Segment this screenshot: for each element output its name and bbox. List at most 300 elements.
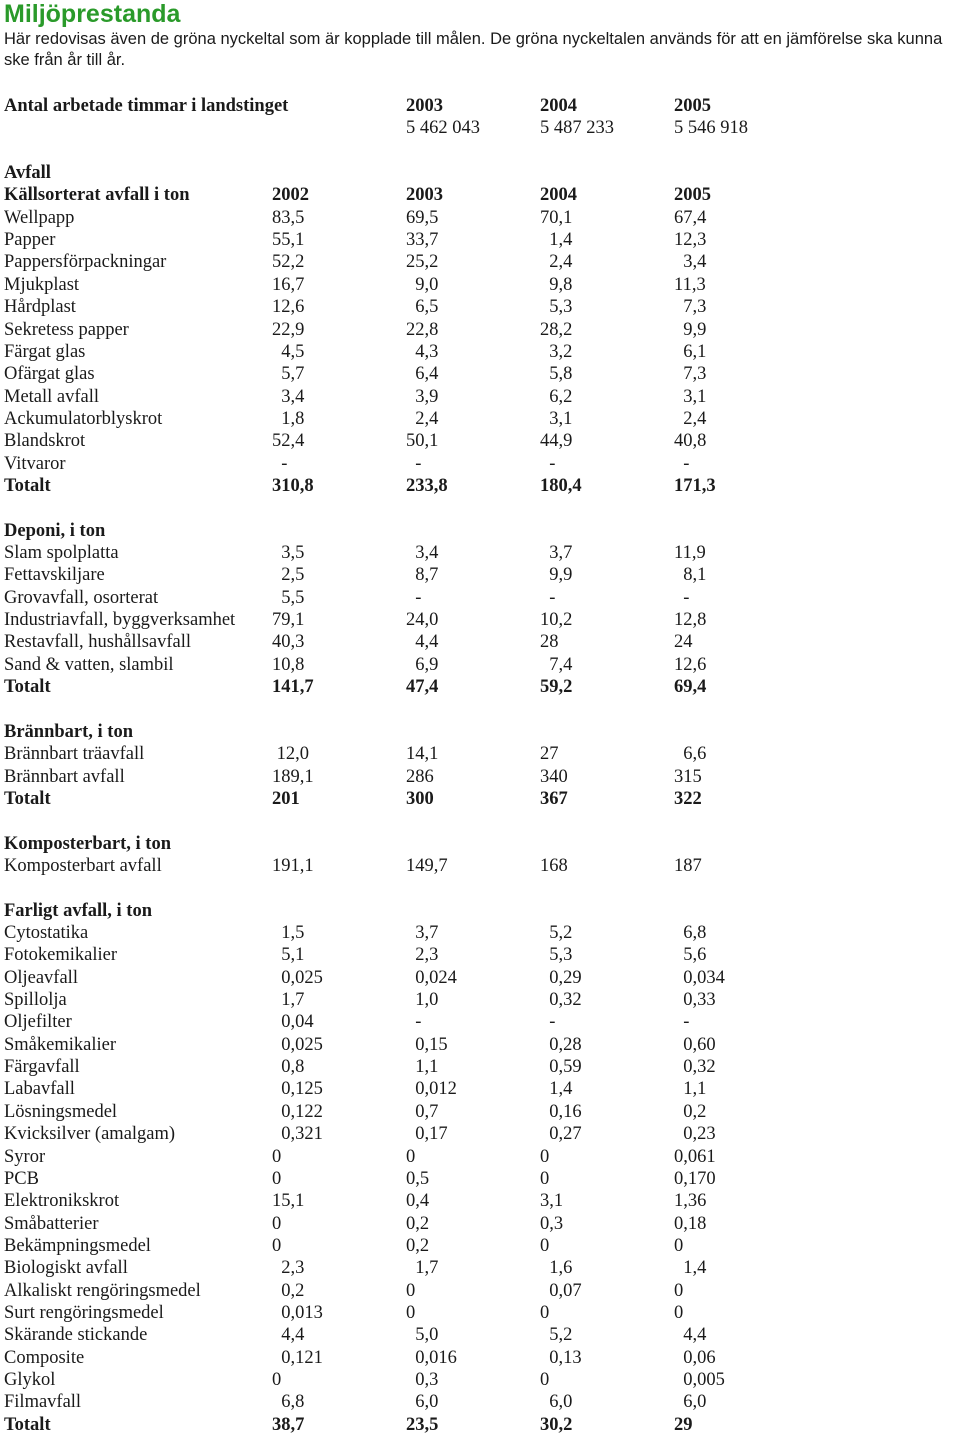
table-row bbox=[0, 631, 960, 653]
cell-value: 2,4 bbox=[406, 408, 439, 429]
cell-value: 27 bbox=[540, 744, 559, 765]
table-row bbox=[0, 1369, 960, 1391]
cell-value: 2003 bbox=[406, 96, 443, 116]
cell-value: 12,8 bbox=[674, 610, 707, 631]
cell-value: 5 546 918 bbox=[674, 118, 748, 139]
cell-value: 0,170 bbox=[674, 1168, 716, 1189]
cell-value: 0,15 bbox=[406, 1034, 448, 1055]
cell-value: 0 bbox=[540, 1146, 550, 1167]
row-label: Alkaliskt rengöringsmedel bbox=[4, 1280, 201, 1301]
row-label: Totalt bbox=[4, 788, 51, 809]
cell-value: 22,8 bbox=[406, 319, 439, 340]
cell-value: 300 bbox=[406, 788, 434, 809]
cell-value: 3,4 bbox=[674, 252, 707, 273]
row-label: Färgavfall bbox=[4, 1057, 80, 1078]
cell-value: 0 bbox=[540, 1168, 550, 1189]
cell-value: 0 bbox=[540, 1369, 550, 1390]
cell-value: 0,012 bbox=[406, 1079, 457, 1100]
row-label: Färgat glas bbox=[4, 341, 86, 362]
table-row bbox=[0, 319, 960, 341]
row-label: Brännbart, i ton bbox=[4, 721, 134, 742]
table-row bbox=[0, 587, 960, 609]
table-row bbox=[0, 1302, 960, 1324]
cell-value: 9,9 bbox=[540, 565, 573, 586]
cell-value: 9,0 bbox=[406, 274, 439, 295]
cell-value: 79,1 bbox=[272, 610, 305, 631]
cell-value: 15,1 bbox=[272, 1191, 305, 1212]
table-row bbox=[0, 408, 960, 430]
cell-value: 55,1 bbox=[272, 230, 305, 251]
row-label: Komposterbart, i ton bbox=[4, 833, 171, 854]
cell-value: 16,7 bbox=[272, 274, 305, 295]
cell-value: 6,0 bbox=[540, 1392, 573, 1413]
cell-value: 6,9 bbox=[406, 654, 439, 675]
cell-value: 5,0 bbox=[406, 1325, 439, 1346]
row-label: Ofärgat glas bbox=[4, 364, 95, 385]
cell-value: 0,07 bbox=[540, 1280, 582, 1301]
cell-value: 5,7 bbox=[272, 364, 305, 385]
cell-value: 0 bbox=[272, 1213, 282, 1234]
cell-value: 0,125 bbox=[272, 1079, 323, 1100]
table-row bbox=[0, 542, 960, 564]
cell-value: 6,8 bbox=[272, 1392, 305, 1413]
total-row bbox=[0, 475, 960, 497]
page-title: Miljöprestanda bbox=[4, 0, 181, 28]
cell-value: 38,7 bbox=[272, 1414, 305, 1435]
row-label: Glykol bbox=[4, 1369, 56, 1390]
table-row bbox=[0, 1324, 960, 1346]
cell-value: 24,0 bbox=[406, 610, 439, 631]
cell-value: 44,9 bbox=[540, 431, 573, 452]
table-row bbox=[0, 1235, 960, 1257]
table-row bbox=[0, 743, 960, 765]
row-label: Hårdplast bbox=[4, 297, 76, 318]
cell-value: 2,3 bbox=[272, 1258, 305, 1279]
cell-value: 0 bbox=[540, 1235, 550, 1256]
cell-value: 322 bbox=[674, 788, 702, 809]
cell-value: 0,27 bbox=[540, 1124, 582, 1145]
row-label: Grovavfall, osorterat bbox=[4, 587, 159, 608]
cell-value: 6,2 bbox=[540, 386, 573, 407]
cell-value: 6,1 bbox=[674, 341, 707, 362]
cell-value: 0,04 bbox=[272, 1012, 314, 1033]
table-row bbox=[0, 430, 960, 452]
cell-value: 310,8 bbox=[272, 476, 314, 496]
cell-value: 0,2 bbox=[272, 1280, 305, 1301]
cell-value: 0,2 bbox=[406, 1235, 430, 1256]
cell-value: 0,025 bbox=[272, 1034, 323, 1055]
row-label: Vitvaror bbox=[4, 453, 66, 474]
cell-value: 0,29 bbox=[540, 967, 582, 988]
cell-value: 22,9 bbox=[272, 319, 305, 340]
cell-value: 2004 bbox=[540, 185, 577, 206]
row-label: Cytostatika bbox=[4, 923, 89, 943]
cell-value: 0,4 bbox=[406, 1191, 430, 1212]
cell-value: 340 bbox=[540, 766, 568, 787]
cell-value: 69,4 bbox=[674, 677, 707, 698]
cell-value: 0,18 bbox=[674, 1213, 707, 1234]
table-row bbox=[0, 1011, 960, 1033]
cell-value: 0,2 bbox=[674, 1101, 707, 1122]
cell-value: 1,6 bbox=[540, 1258, 573, 1279]
table-row bbox=[0, 1257, 960, 1279]
cell-value: 7,4 bbox=[540, 654, 573, 675]
cell-value: 0 bbox=[272, 1369, 282, 1390]
total-row bbox=[0, 676, 960, 698]
cell-value: 8,7 bbox=[406, 565, 439, 586]
section-title bbox=[0, 900, 960, 922]
cell-value: 1,7 bbox=[406, 1258, 439, 1279]
cell-value: 9,8 bbox=[540, 274, 573, 295]
cell-value: - bbox=[540, 1012, 556, 1033]
row-label: Farligt avfall, i ton bbox=[4, 900, 152, 921]
cell-value: 29 bbox=[674, 1414, 693, 1435]
cell-value: 168 bbox=[540, 855, 568, 876]
cell-value: 12,0 bbox=[272, 744, 309, 765]
row-label: Totalt bbox=[4, 476, 51, 496]
table-row bbox=[0, 564, 960, 586]
table-row bbox=[0, 274, 960, 296]
cell-value: 0,005 bbox=[674, 1369, 725, 1390]
cell-value: - bbox=[272, 453, 288, 474]
cell-value: 1,1 bbox=[406, 1057, 439, 1078]
row-label: Ackumulatorblyskrot bbox=[4, 408, 163, 429]
cell-value: 69,5 bbox=[406, 207, 439, 228]
cell-value: 2,3 bbox=[406, 945, 439, 966]
cell-value: 6,5 bbox=[406, 297, 439, 318]
cell-value: 0 bbox=[406, 1302, 416, 1323]
cell-value: 0,5 bbox=[406, 1168, 430, 1189]
cell-value: 0 bbox=[272, 1235, 282, 1256]
section-title bbox=[0, 520, 960, 542]
table-row bbox=[0, 1034, 960, 1056]
cell-value: 1,0 bbox=[406, 990, 439, 1010]
row-label: Deponi, i ton bbox=[4, 520, 106, 541]
cell-value: 180,4 bbox=[540, 476, 582, 496]
table-row bbox=[0, 609, 960, 631]
table-row bbox=[0, 944, 960, 966]
row-label: Pappersförpackningar bbox=[4, 252, 167, 273]
cell-value: 0,122 bbox=[272, 1101, 323, 1122]
cell-value: 367 bbox=[540, 788, 568, 809]
cell-value: 0,121 bbox=[272, 1347, 323, 1368]
cell-value: 52,4 bbox=[272, 431, 305, 452]
row-label: Wellpapp bbox=[4, 207, 75, 228]
table-row bbox=[0, 967, 960, 989]
cell-value: 11,9 bbox=[674, 543, 706, 563]
cell-value: 0,32 bbox=[540, 990, 582, 1010]
cell-value: 1,1 bbox=[674, 1079, 707, 1100]
table-row bbox=[0, 229, 960, 251]
cell-value: 0,061 bbox=[674, 1146, 716, 1167]
cell-value: 171,3 bbox=[674, 476, 716, 496]
cell-value: 12,6 bbox=[272, 297, 305, 318]
cell-value: 0,28 bbox=[540, 1034, 582, 1055]
cell-value: - bbox=[540, 453, 556, 474]
cell-value: 3,2 bbox=[540, 341, 573, 362]
cell-value: 6,8 bbox=[674, 923, 707, 943]
row-label: Fettavskiljare bbox=[4, 565, 105, 586]
table-row bbox=[0, 855, 960, 877]
cell-value: 187 bbox=[674, 855, 702, 876]
row-label: Komposterbart avfall bbox=[4, 855, 162, 876]
cell-value: 6,0 bbox=[674, 1392, 707, 1413]
cell-value: 1,7 bbox=[272, 990, 305, 1010]
table-row bbox=[0, 207, 960, 229]
row-label: PCB bbox=[4, 1168, 39, 1189]
cell-value: 5,1 bbox=[272, 945, 305, 966]
row-label: Brännbart avfall bbox=[4, 766, 125, 787]
row-label: Oljefilter bbox=[4, 1012, 72, 1033]
row-label: Bekämpningsmedel bbox=[4, 1235, 151, 1256]
cell-value: 2005 bbox=[674, 185, 711, 206]
cell-value: 0 bbox=[540, 1302, 550, 1323]
cell-value: 10,8 bbox=[272, 654, 305, 675]
cell-value: 5,2 bbox=[540, 1325, 573, 1346]
row-label: Kvicksilver (amalgam) bbox=[4, 1124, 176, 1145]
row-label: Restavfall, hushållsavfall bbox=[4, 632, 192, 653]
cell-value: 83,5 bbox=[272, 207, 305, 228]
cell-value: 3,9 bbox=[406, 386, 439, 407]
cell-value: 2,4 bbox=[540, 252, 573, 273]
cell-value: 3,1 bbox=[540, 408, 573, 429]
cell-value: 2005 bbox=[674, 96, 711, 116]
cell-value: 0,06 bbox=[674, 1347, 716, 1368]
cell-value: 0,2 bbox=[406, 1213, 430, 1234]
row-label: Avfall bbox=[4, 163, 51, 183]
cell-value: 2004 bbox=[540, 96, 577, 116]
section-title bbox=[0, 162, 960, 184]
cell-value: 6,6 bbox=[674, 744, 707, 765]
row-label: Labavfall bbox=[4, 1079, 75, 1100]
cell-value: 6,4 bbox=[406, 364, 439, 385]
row-label: Biologiskt avfall bbox=[4, 1258, 128, 1279]
table-row bbox=[0, 1123, 960, 1145]
cell-value: 12,3 bbox=[674, 230, 707, 251]
cell-value: 67,4 bbox=[674, 207, 707, 228]
cell-value: 4,4 bbox=[674, 1325, 707, 1346]
table-row bbox=[0, 296, 960, 318]
row-label: Sekretess papper bbox=[4, 319, 129, 340]
row-label: Composite bbox=[4, 1347, 85, 1368]
cell-value: 7,3 bbox=[674, 297, 707, 318]
row-label: Brännbart träavfall bbox=[4, 744, 145, 765]
cell-value: 28,2 bbox=[540, 319, 573, 340]
cell-value: 286 bbox=[406, 766, 434, 787]
row-label: Lösningsmedel bbox=[4, 1101, 118, 1122]
row-label: Antal arbetade timmar i landstinget bbox=[4, 96, 289, 116]
cell-value: - bbox=[406, 1012, 422, 1033]
cell-value: 1,4 bbox=[674, 1258, 707, 1279]
cell-value: 9,9 bbox=[674, 319, 707, 340]
table-row bbox=[0, 1101, 960, 1123]
cell-value: 52,2 bbox=[272, 252, 305, 273]
cell-value: - bbox=[674, 1012, 690, 1033]
table-row bbox=[0, 341, 960, 363]
cell-value: 40,8 bbox=[674, 431, 707, 452]
table-row bbox=[0, 922, 960, 944]
cell-value: 4,4 bbox=[406, 632, 439, 653]
cell-value: 2003 bbox=[406, 185, 443, 206]
row-label: Slam spolplatta bbox=[4, 543, 119, 563]
cell-value: 0 bbox=[674, 1302, 684, 1323]
table-row bbox=[0, 654, 960, 676]
cell-value: 1,5 bbox=[272, 923, 305, 943]
cell-value: 24 bbox=[674, 632, 693, 653]
cell-value: 4,3 bbox=[406, 341, 439, 362]
total-row bbox=[0, 788, 960, 810]
cell-value: 3,1 bbox=[674, 386, 707, 407]
cell-value: 0,17 bbox=[406, 1124, 448, 1145]
cell-value: 7,3 bbox=[674, 364, 707, 385]
cell-value: 0 bbox=[272, 1168, 282, 1189]
cell-value: 0,013 bbox=[272, 1302, 323, 1323]
table-row bbox=[0, 1078, 960, 1100]
cell-value: 4,5 bbox=[272, 341, 305, 362]
table-row bbox=[0, 386, 960, 408]
cell-value: 40,3 bbox=[272, 632, 305, 653]
cell-value: 191,1 bbox=[272, 855, 314, 876]
table-row bbox=[0, 1056, 960, 1078]
cell-value: 5,3 bbox=[540, 297, 573, 318]
cell-value: 0,024 bbox=[406, 967, 457, 988]
cell-value: 0 bbox=[406, 1146, 416, 1167]
cell-value: 28 bbox=[540, 632, 559, 653]
table-row bbox=[0, 766, 960, 788]
cell-value: 3,1 bbox=[540, 1191, 564, 1212]
cell-value: - bbox=[406, 587, 422, 608]
cell-value: 0,33 bbox=[674, 990, 716, 1010]
row-label: Sand & vatten, slambil bbox=[4, 654, 174, 675]
table-row bbox=[0, 1146, 960, 1168]
cell-value: 23,5 bbox=[406, 1414, 439, 1435]
cell-value: - bbox=[406, 453, 422, 474]
row-label: Surt rengöringsmedel bbox=[4, 1302, 164, 1323]
cell-value: 4,4 bbox=[272, 1325, 305, 1346]
table-row bbox=[0, 1213, 960, 1235]
row-label: Syror bbox=[4, 1146, 46, 1167]
cell-value: 3,7 bbox=[406, 923, 439, 943]
intro-text: Här redovisas även de gröna nyckeltal som är kopplade till målen. De gröna nyckeltalen används för att en jämförelse ska kunna ske från år till år. bbox=[4, 30, 943, 69]
cell-value: 0,13 bbox=[540, 1347, 582, 1368]
cell-value: 33,7 bbox=[406, 230, 439, 251]
cell-value: 5,6 bbox=[674, 945, 707, 966]
cell-value: 50,1 bbox=[406, 431, 439, 452]
row-label: Metall avfall bbox=[4, 386, 100, 407]
cell-value: 0,3 bbox=[540, 1213, 564, 1234]
row-label: Totalt bbox=[4, 1414, 51, 1435]
row-label: Elektronikskrot bbox=[4, 1191, 120, 1212]
cell-value: - bbox=[674, 453, 690, 474]
cell-value: 0,23 bbox=[674, 1124, 716, 1145]
cell-value: 315 bbox=[674, 766, 702, 787]
cell-value: 5 462 043 bbox=[406, 118, 480, 139]
cell-value: 25,2 bbox=[406, 252, 439, 273]
row-label: Blandskrot bbox=[4, 431, 86, 452]
row-label: Småbatterier bbox=[4, 1213, 99, 1234]
hours-values-row bbox=[0, 117, 960, 139]
cell-value: 0,16 bbox=[540, 1101, 582, 1122]
row-label: Totalt bbox=[4, 677, 51, 698]
table-row bbox=[0, 453, 960, 475]
cell-value: 0,32 bbox=[674, 1057, 716, 1078]
table-row bbox=[0, 251, 960, 273]
cell-value: 5,2 bbox=[540, 923, 573, 943]
cell-value: 0,016 bbox=[406, 1347, 457, 1368]
row-label: Fotokemikalier bbox=[4, 945, 118, 966]
cell-value: 12,6 bbox=[674, 654, 707, 675]
cell-value: 0,8 bbox=[272, 1057, 305, 1078]
cell-value: 30,2 bbox=[540, 1414, 573, 1435]
table-row bbox=[0, 1190, 960, 1212]
cell-value: 2,5 bbox=[272, 565, 305, 586]
cell-value: 5,8 bbox=[540, 364, 573, 385]
cell-value: 70,1 bbox=[540, 207, 573, 228]
cell-value: 2,4 bbox=[674, 408, 707, 429]
cell-value: 0 bbox=[674, 1280, 684, 1301]
row-label: Oljeavfall bbox=[4, 967, 78, 988]
row-label: Småkemikalier bbox=[4, 1034, 116, 1055]
row-label: Skärande stickande bbox=[4, 1325, 148, 1346]
cell-value: 0,7 bbox=[406, 1101, 439, 1122]
cell-value: 8,1 bbox=[674, 565, 707, 586]
row-label: Mjukplast bbox=[4, 274, 80, 295]
table-row bbox=[0, 989, 960, 1011]
row-label: Källsorterat avfall i ton bbox=[4, 185, 190, 206]
cell-value: 189,1 bbox=[272, 766, 314, 787]
cell-value: 0,59 bbox=[540, 1057, 582, 1078]
cell-value: 47,4 bbox=[406, 677, 439, 698]
cell-value: 59,2 bbox=[540, 677, 573, 698]
cell-value: 11,3 bbox=[674, 274, 706, 295]
cell-value: 5 487 233 bbox=[540, 118, 614, 139]
cell-value: 3,5 bbox=[272, 543, 305, 563]
cell-value: 3,4 bbox=[406, 543, 439, 563]
cell-value: 5,5 bbox=[272, 587, 305, 608]
row-label: Industriavfall, byggverksamhet bbox=[4, 610, 236, 631]
row-label: Spillolja bbox=[4, 990, 67, 1010]
table-row bbox=[0, 1391, 960, 1413]
cell-value: 233,8 bbox=[406, 476, 448, 496]
cell-value: 5,3 bbox=[540, 945, 573, 966]
cell-value: 141,7 bbox=[272, 677, 314, 698]
cell-value: 0 bbox=[272, 1146, 282, 1167]
cell-value: 149,7 bbox=[406, 855, 448, 876]
cell-value: 6,0 bbox=[406, 1392, 439, 1413]
table-row bbox=[0, 1280, 960, 1302]
cell-value: 201 bbox=[272, 788, 300, 809]
cell-value: - bbox=[540, 587, 556, 608]
row-label: Filmavfall bbox=[4, 1392, 82, 1413]
hours-header-row bbox=[0, 95, 960, 117]
cell-value: 2002 bbox=[272, 185, 309, 206]
table-row bbox=[0, 1168, 960, 1190]
cell-value: 1,36 bbox=[674, 1191, 707, 1212]
cell-value: 1,4 bbox=[540, 1079, 573, 1100]
table-row bbox=[0, 363, 960, 385]
cell-value: 3,7 bbox=[540, 543, 573, 563]
cell-value: 1,8 bbox=[272, 408, 305, 429]
cell-value: - bbox=[674, 587, 690, 608]
section-title bbox=[0, 833, 960, 855]
cell-value: 0,025 bbox=[272, 967, 323, 988]
column-header-row bbox=[0, 184, 960, 206]
cell-value: 0 bbox=[406, 1280, 416, 1301]
cell-value: 10,2 bbox=[540, 610, 573, 631]
row-label: Papper bbox=[4, 230, 56, 251]
total-row bbox=[0, 1414, 960, 1436]
table-row bbox=[0, 1347, 960, 1369]
